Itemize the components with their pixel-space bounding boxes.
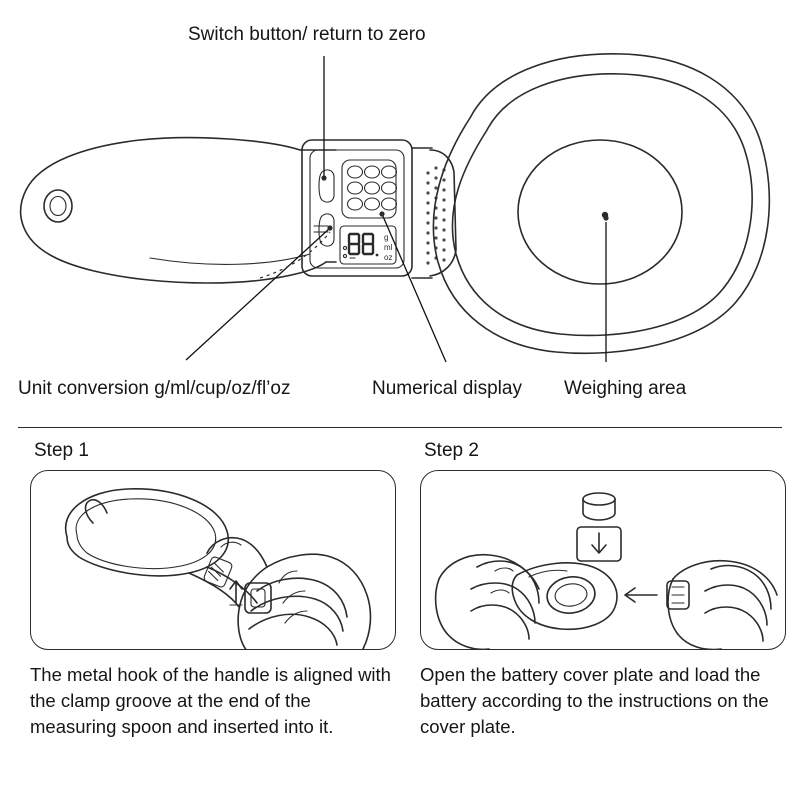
callout-label-unit-conversion: Unit conversion g/ml/cup/oz/fl’oz xyxy=(18,378,291,399)
callout-label-weighing-area: Weighing area xyxy=(564,378,687,399)
section-divider xyxy=(18,427,782,428)
step-2-caption: Open the battery cover plate and load the battery according to the instructions on the cover plate. xyxy=(420,664,769,737)
step-1 xyxy=(30,440,400,740)
step-2-title: Step 2 xyxy=(424,440,479,461)
svg-text:oz: oz xyxy=(384,253,393,262)
callout-leader-lines xyxy=(186,56,609,362)
hand-outline xyxy=(86,500,371,650)
switch-button[interactable] xyxy=(319,170,334,202)
callout-label-numerical-display: Numerical display xyxy=(372,378,522,399)
left-hand-outline xyxy=(436,555,539,650)
steps-section xyxy=(0,440,800,800)
metal-hook xyxy=(245,583,271,613)
spoon-outline xyxy=(66,489,257,607)
svg-text:ml: ml xyxy=(384,243,393,252)
svg-text:g: g xyxy=(384,233,389,242)
right-hand-outline xyxy=(667,561,777,650)
handle-body xyxy=(21,138,336,283)
step-2-illustration xyxy=(420,470,786,650)
callout-label-switch-button: Switch button/ return to zero xyxy=(188,24,426,45)
control-panel xyxy=(302,140,412,276)
cover-plate-arrow-icon xyxy=(625,588,657,602)
battery-icon xyxy=(583,493,615,520)
battery-insert-box xyxy=(577,527,621,561)
numerical-display xyxy=(340,226,396,264)
step-1-title: Step 1 xyxy=(34,440,89,461)
keypad[interactable] xyxy=(342,160,397,218)
step-2 xyxy=(420,440,790,740)
step-1-illustration xyxy=(30,470,396,650)
step-1-caption: The metal hook of the handle is aligned with the clamp groove at the end of the measuring spoon and inserted into it. xyxy=(30,664,391,737)
weighing-bowl xyxy=(433,54,769,353)
